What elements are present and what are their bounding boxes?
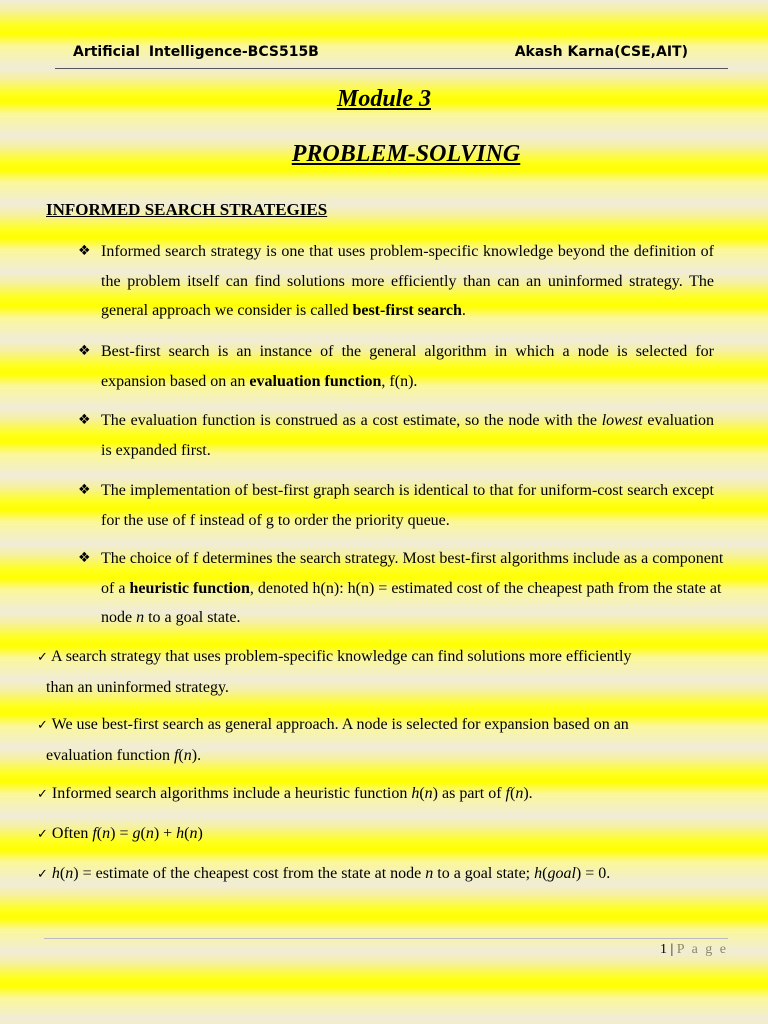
diamond-bullet-icon: ❖ [78, 243, 91, 259]
check-icon: ✓ [37, 718, 48, 733]
check-item-3: ✓ Informed search algorithms include a heuristic function h(n) as part of f(n). [37, 785, 533, 802]
diamond-bullet-icon: ❖ [78, 343, 91, 359]
item-line: ✓ We use best-first search as general approach. A node is selected for expansion based on an [37, 716, 629, 733]
diamond-item-3 [78, 406, 714, 465]
check-icon: ✓ [37, 827, 48, 842]
page-footer [660, 942, 728, 958]
page-number: 1 [659, 942, 667, 957]
diamond-item-5 [78, 544, 728, 633]
topic-title: PROBLEM-SOLVING [291, 141, 521, 167]
diamond-bullet-icon: ❖ [78, 482, 91, 498]
diamond-bullet-icon: ❖ [78, 412, 91, 428]
item-line: evaluation function f(n). [46, 746, 202, 764]
check-item-4: ✓ Often f(n) = g(n) + h(n) [37, 825, 203, 842]
page-header [55, 40, 728, 69]
page-label: P a g e [676, 942, 728, 957]
item-text: The implementation of best-first graph search is identical to that for uniform-cost search except for the use of f instead of g to order the priority queue. [101, 482, 714, 529]
check-item-2 [37, 710, 727, 770]
diamond-bullet-icon: ❖ [78, 550, 91, 566]
diamond-item-1 [78, 237, 714, 326]
author-name: Akash Karna(CSE,AIT) [514, 44, 688, 60]
item-line: than an uninformed strategy. [46, 678, 229, 696]
footer-separator: | [670, 942, 674, 957]
item-line: ✓ A search strategy that uses problem-specific knowledge can find solutions more efficiently [37, 648, 632, 665]
diamond-item-4 [78, 476, 714, 535]
diamond-item-2 [78, 337, 714, 396]
check-item-1 [37, 642, 727, 702]
check-icon: ✓ [37, 867, 48, 882]
check-item-5: ✓ h(n) = estimate of the cheapest cost from the state at node n to a goal state; h(goal) = 0. [37, 865, 611, 882]
item-text: Best-first search is an instance of the general algorithm in which a node is selected for expansion based on an evaluation function, f(n). [101, 343, 714, 390]
check-icon: ✓ [37, 787, 48, 802]
check-icon: ✓ [37, 650, 48, 665]
course-title: Artificial Intelligence-BCS515B [73, 44, 319, 60]
item-text: Informed search strategy is one that uses problem-specific knowledge beyond the definition of the problem itself can find solutions more efficiently than can an uninformed strategy. The general approach we consider is called best-first search. [101, 243, 714, 319]
section-heading: INFORMED SEARCH STRATEGIES [46, 200, 328, 219]
item-text: The choice of f determines the search strategy. Most best-first algorithms include as a component of a heuristic function, denoted h(n): h(n) = estimated cost of the cheapest path from the state at node n to a goal state. [101, 550, 724, 626]
footer-divider [44, 938, 728, 939]
module-title: Module 3 [336, 86, 431, 112]
item-text: The evaluation function is construed as a cost estimate, so the node with the lowest evaluation is expanded first. [101, 412, 715, 459]
